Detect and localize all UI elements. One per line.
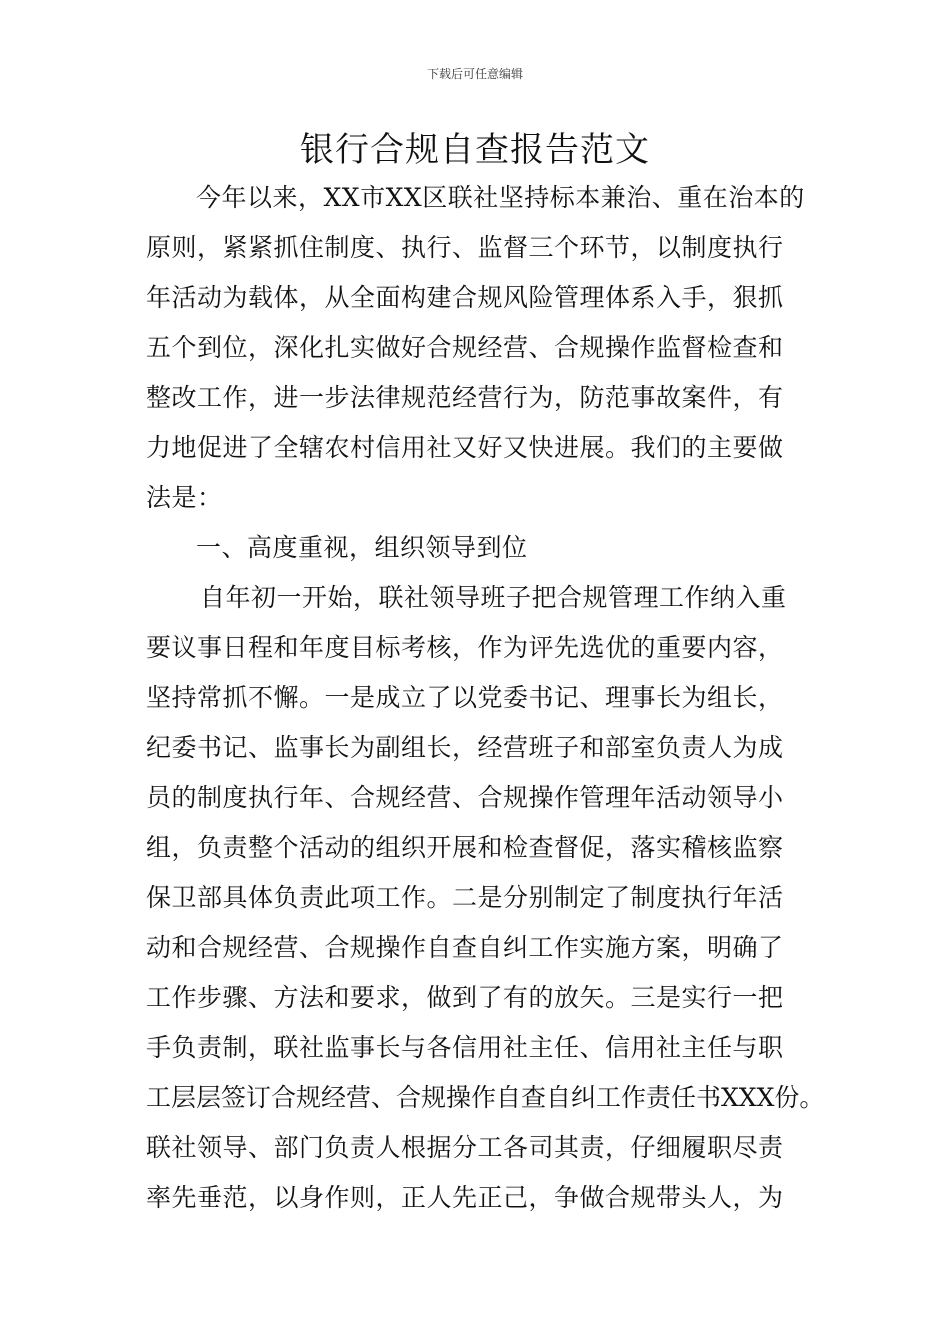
body-line: 动和合规经营、合规操作自查自纠工作实施方案，明确了 <box>146 933 784 962</box>
body-line: 工作步骤、方法和要求，做到了有的放矢。三是实行一把 <box>146 983 784 1012</box>
body-line: 组，负责整个活动的组织开展和检查督促，落实稽核监察 <box>146 833 784 862</box>
body-line: 保卫部具体负责此项工作。二是分别制定了制度执行年活 <box>146 883 784 912</box>
body-line: 整改工作，进一步法律规范经营行为，防范事故案件，有 <box>146 383 784 412</box>
section-heading: 一、高度重视，组织领导到位 <box>196 533 528 562</box>
body-line: 手负责制，联社监事长与各信用社主任、信用社主任与职 <box>146 1033 784 1062</box>
body-line: 自年初一开始，联社领导班子把合规管理工作纳入重 <box>200 583 787 612</box>
body-line: 力地促进了全辖农村信用社又好又快进展。我们的主要做 <box>146 433 784 462</box>
header-note: 下载后可任意编辑 <box>426 67 523 81</box>
body-line: 联社领导、部门负责人根据分工各司其责，仔细履职尽责 <box>146 1133 784 1162</box>
document-title: 银行合规自查报告范文 <box>300 130 650 170</box>
body-line: 率先垂范，以身作则，正人先正己，争做合规带头人，为 <box>146 1183 784 1212</box>
body-line: 坚持常抓不懈。一是成立了以党委书记、理事长为组长， <box>146 683 784 712</box>
body-line: 法是： <box>146 483 223 512</box>
body-line: 原则，紧紧抓住制度、执行、监督三个环节，以制度执行 <box>146 233 784 262</box>
body-line: 员的制度执行年、合规经营、合规操作管理年活动领导小 <box>146 783 784 812</box>
body-line: 要议事日程和年度目标考核，作为评先选优的重要内容， <box>146 633 784 662</box>
body-line: 年活动为载体，从全面构建合规风险管理体系入手，狠抓 <box>146 283 784 312</box>
body-line: 纪委书记、监事长为副组长，经营班子和部室负责人为成 <box>146 733 784 762</box>
body-line: 五个到位，深化扎实做好合规经营、合规操作监督检查和 <box>146 333 784 362</box>
body-line: 今年以来，XX市XX区联社坚持标本兼治、重在治本的 <box>196 183 805 212</box>
body-line: 工层层签订合规经营、合规操作自查自纠工作责任书XXX份。 <box>146 1083 825 1112</box>
